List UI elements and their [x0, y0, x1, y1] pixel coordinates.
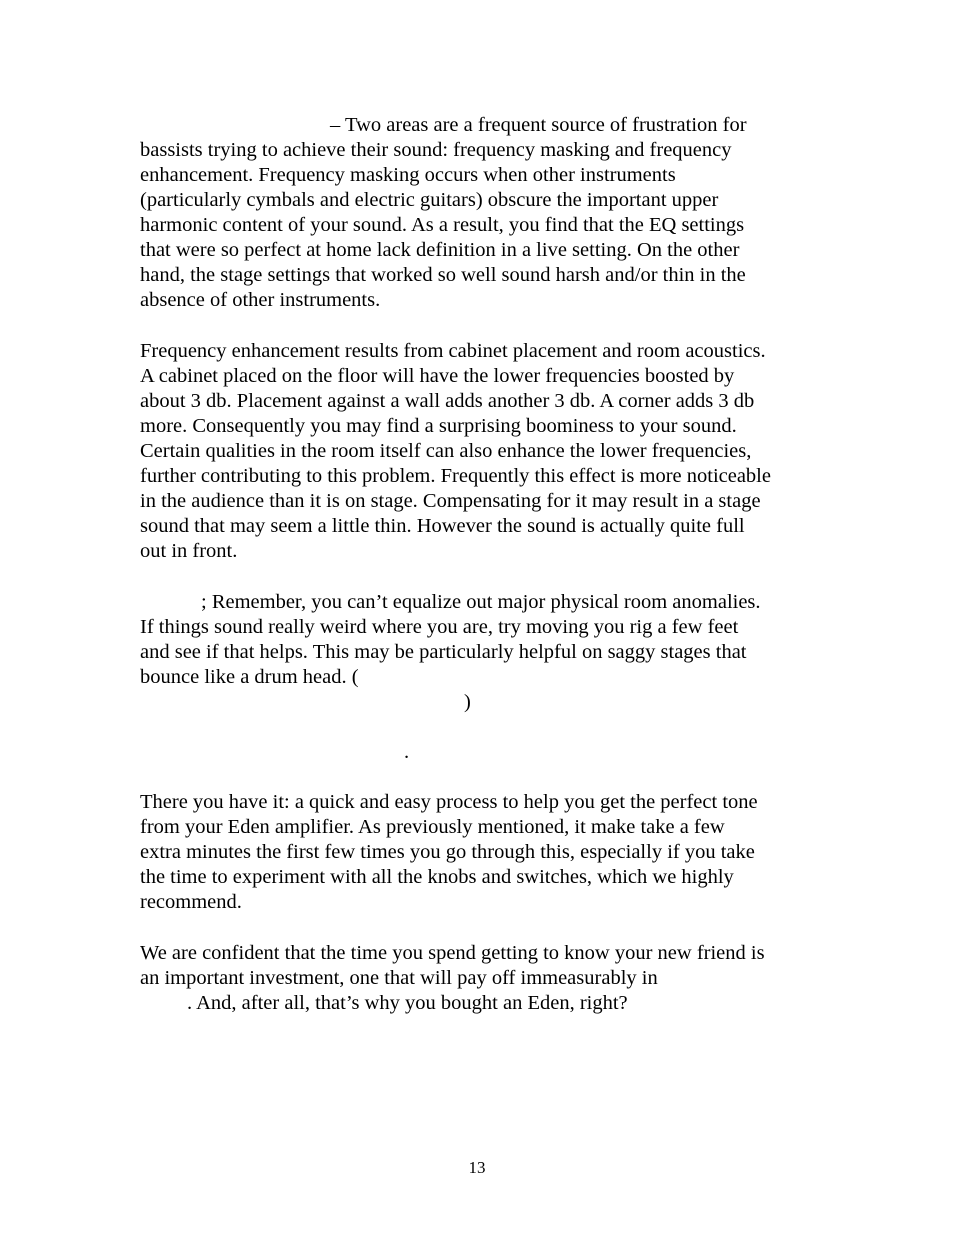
- text-line: There you have it: a quick and easy process to help you get the perfect tone: [140, 791, 758, 813]
- text-line: Frequency enhancement results from cabinet placement and room acoustics.: [140, 340, 766, 362]
- text-line: bassists trying to achieve their sound: frequency masking and frequency: [140, 139, 732, 161]
- text-line: hand, the stage settings that worked so well sound harsh and/or thin in the: [140, 264, 746, 286]
- text-line: We are confident that the time you spend getting to know your new friend is: [140, 942, 765, 964]
- text-line: an important investment, one that will pay off immeasurably in: [140, 967, 658, 989]
- paragraph-frequency-enhancement: [140, 339, 820, 564]
- text-line: .: [404, 741, 410, 763]
- text-line: – Two areas are a frequent source of frustration for: [330, 114, 747, 136]
- text-line: more. Consequently you may find a surprising boominess to your sound.: [140, 415, 737, 437]
- text-line: Certain qualities in the room itself can also enhance the lower frequencies,: [140, 440, 752, 462]
- text-line: A cabinet placed on the floor will have the lower frequencies boosted by: [140, 365, 735, 387]
- text-line: If things sound really weird where you are, try moving you rig a few feet: [140, 616, 739, 638]
- text-line: that were so perfect at home lack definition in a live setting. On the other: [140, 239, 740, 261]
- page-number: 13: [468, 1158, 486, 1177]
- text-line: harmonic content of your sound. As a result, you find that the EQ settings: [140, 214, 745, 236]
- text-line: . And, after all, that’s why you bought an Eden, right?: [187, 992, 628, 1014]
- text-line: ): [464, 691, 471, 713]
- text-line: out in front.: [140, 540, 238, 562]
- paragraph-fragment: [140, 740, 820, 765]
- text-line: sound that may seem a little thin. However the sound is actually quite full: [140, 515, 745, 537]
- text-line: the time to experiment with all the knobs and switches, which we highly: [140, 866, 734, 888]
- text-line: bounce like a drum head. (: [140, 666, 359, 688]
- text-line: about 3 db. Placement against a wall adds another 3 db. A corner adds 3 db: [140, 390, 755, 412]
- paragraph-frequency-masking: [140, 113, 820, 313]
- text-line: recommend.: [140, 891, 242, 913]
- text-line: enhancement. Frequency masking occurs when other instruments: [140, 164, 676, 186]
- text-line: ; Remember, you can’t equalize out major physical room anomalies.: [201, 591, 761, 613]
- text-line: and see if that helps. This may be particularly helpful on saggy stages that: [140, 641, 747, 663]
- paragraph-room-anomalies: [140, 590, 820, 715]
- text-line: extra minutes the first few times you go through this, especially if you take: [140, 841, 755, 863]
- text-line: (particularly cymbals and electric guitars) obscure the important upper: [140, 189, 719, 211]
- paragraph-closing: [140, 941, 820, 1016]
- text-line: from your Eden amplifier. As previously mentioned, it make take a few: [140, 816, 725, 838]
- paragraph-conclusion: [140, 790, 820, 915]
- text-line: in the audience than it is on stage. Compensating for it may result in a stage: [140, 490, 761, 512]
- text-line: absence of other instruments.: [140, 289, 381, 311]
- text-line: further contributing to this problem. Frequently this effect is more noticeable: [140, 465, 771, 487]
